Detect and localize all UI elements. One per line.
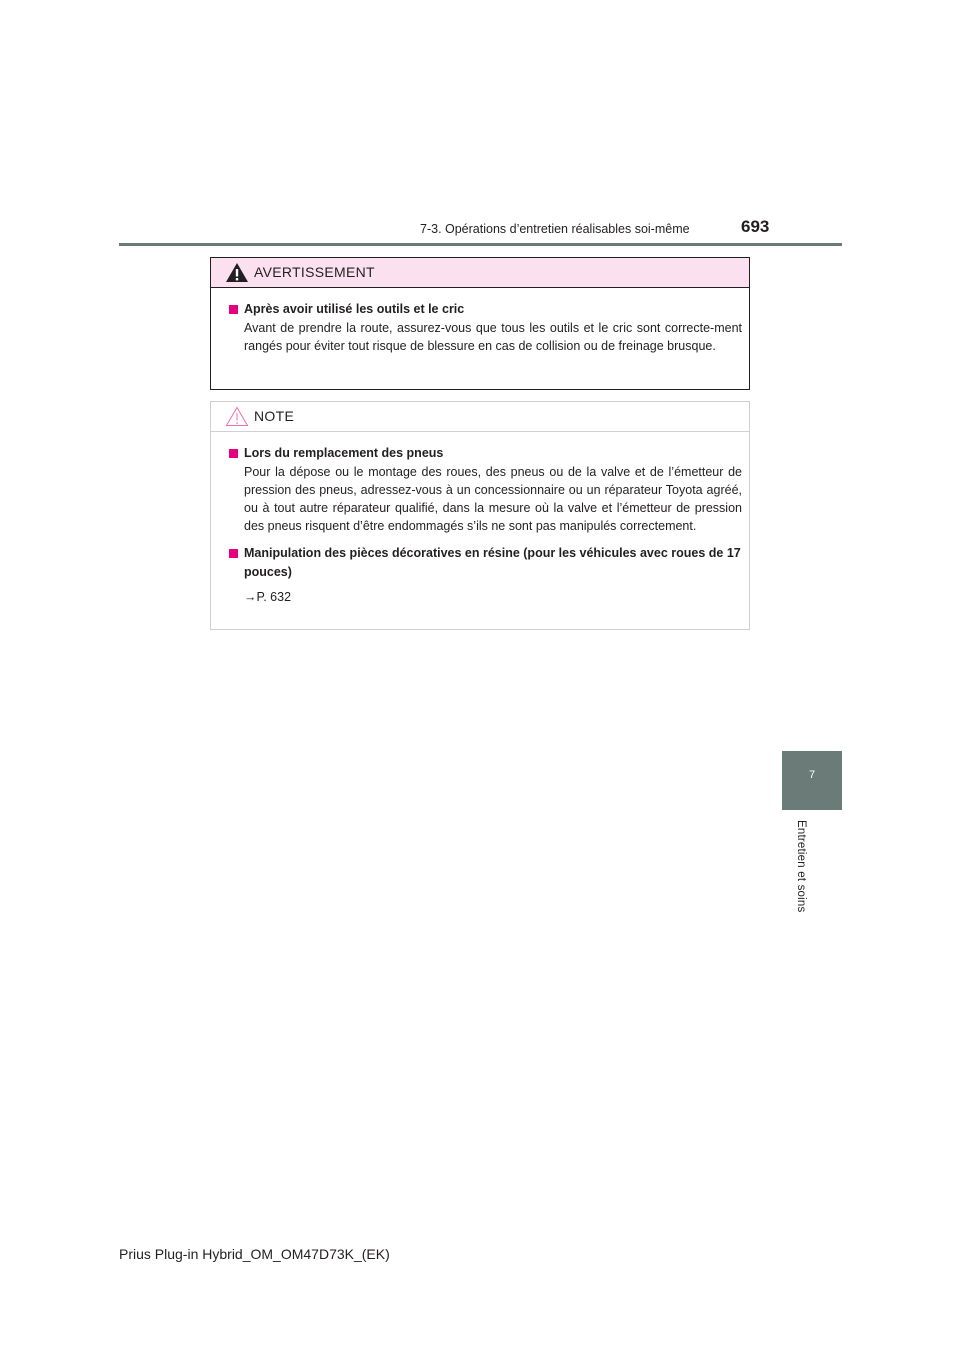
warning-item-title: Après avoir utilisé les outils et le cric xyxy=(229,300,742,319)
bullet-square-icon xyxy=(229,305,238,314)
note-item xyxy=(229,444,742,535)
warning-item xyxy=(229,300,742,355)
footer-manual-code: Prius Plug-in Hybrid_OM_OM47D73K_(EK) xyxy=(119,1246,390,1262)
warning-box xyxy=(210,257,750,390)
caution-outline-icon xyxy=(225,406,249,427)
warning-item-text: Avant de prendre la route, assurez-vous que tous les outils et le cric sont correcte-ment rangés pour éviter tout risque de blessure en cas de collision ou de freinage brusque. xyxy=(244,321,742,353)
note-item-title: Lors du remplacement des pneus xyxy=(229,444,742,463)
header-rule xyxy=(119,243,842,246)
note-item-text: Pour la dépose ou le montage des roues, des pneus ou de la valve et de l’émetteur de pression des pneus, adressez-vous à un concessionnaire ou un réparateur Toyota agréé, ou à tout autre réparateur qualifié, dans la mesure où la valve et l’émetteur de pression des pneus risquent d’être endommagés s’ils ne sont pas manipulés correctement. xyxy=(244,465,742,533)
chapter-tab xyxy=(782,751,842,810)
page-reference-link[interactable]: →P. 632 xyxy=(244,590,292,604)
bullet-square-icon xyxy=(229,549,238,558)
note-box xyxy=(210,401,750,630)
note-item xyxy=(229,544,742,606)
warning-label: AVERTISSEMENT xyxy=(254,264,375,280)
section-title: 7-3. Opérations d’entretien réalisables soi-même xyxy=(420,222,690,236)
note-body xyxy=(211,432,749,606)
chapter-number: 7 xyxy=(808,769,816,781)
chapter-label: Entretien et soins xyxy=(795,820,807,913)
note-item-title: Manipulation des pièces décoratives en résine (pour les véhicules avec roues de 17 pouces) xyxy=(229,544,742,582)
note-box-header xyxy=(211,402,749,432)
note-label: NOTE xyxy=(254,408,295,424)
warning-body xyxy=(211,288,749,355)
warning-triangle-icon xyxy=(225,262,249,283)
bullet-square-icon xyxy=(229,449,238,458)
page-number: 693 xyxy=(741,217,770,236)
warning-box-header xyxy=(211,258,749,288)
